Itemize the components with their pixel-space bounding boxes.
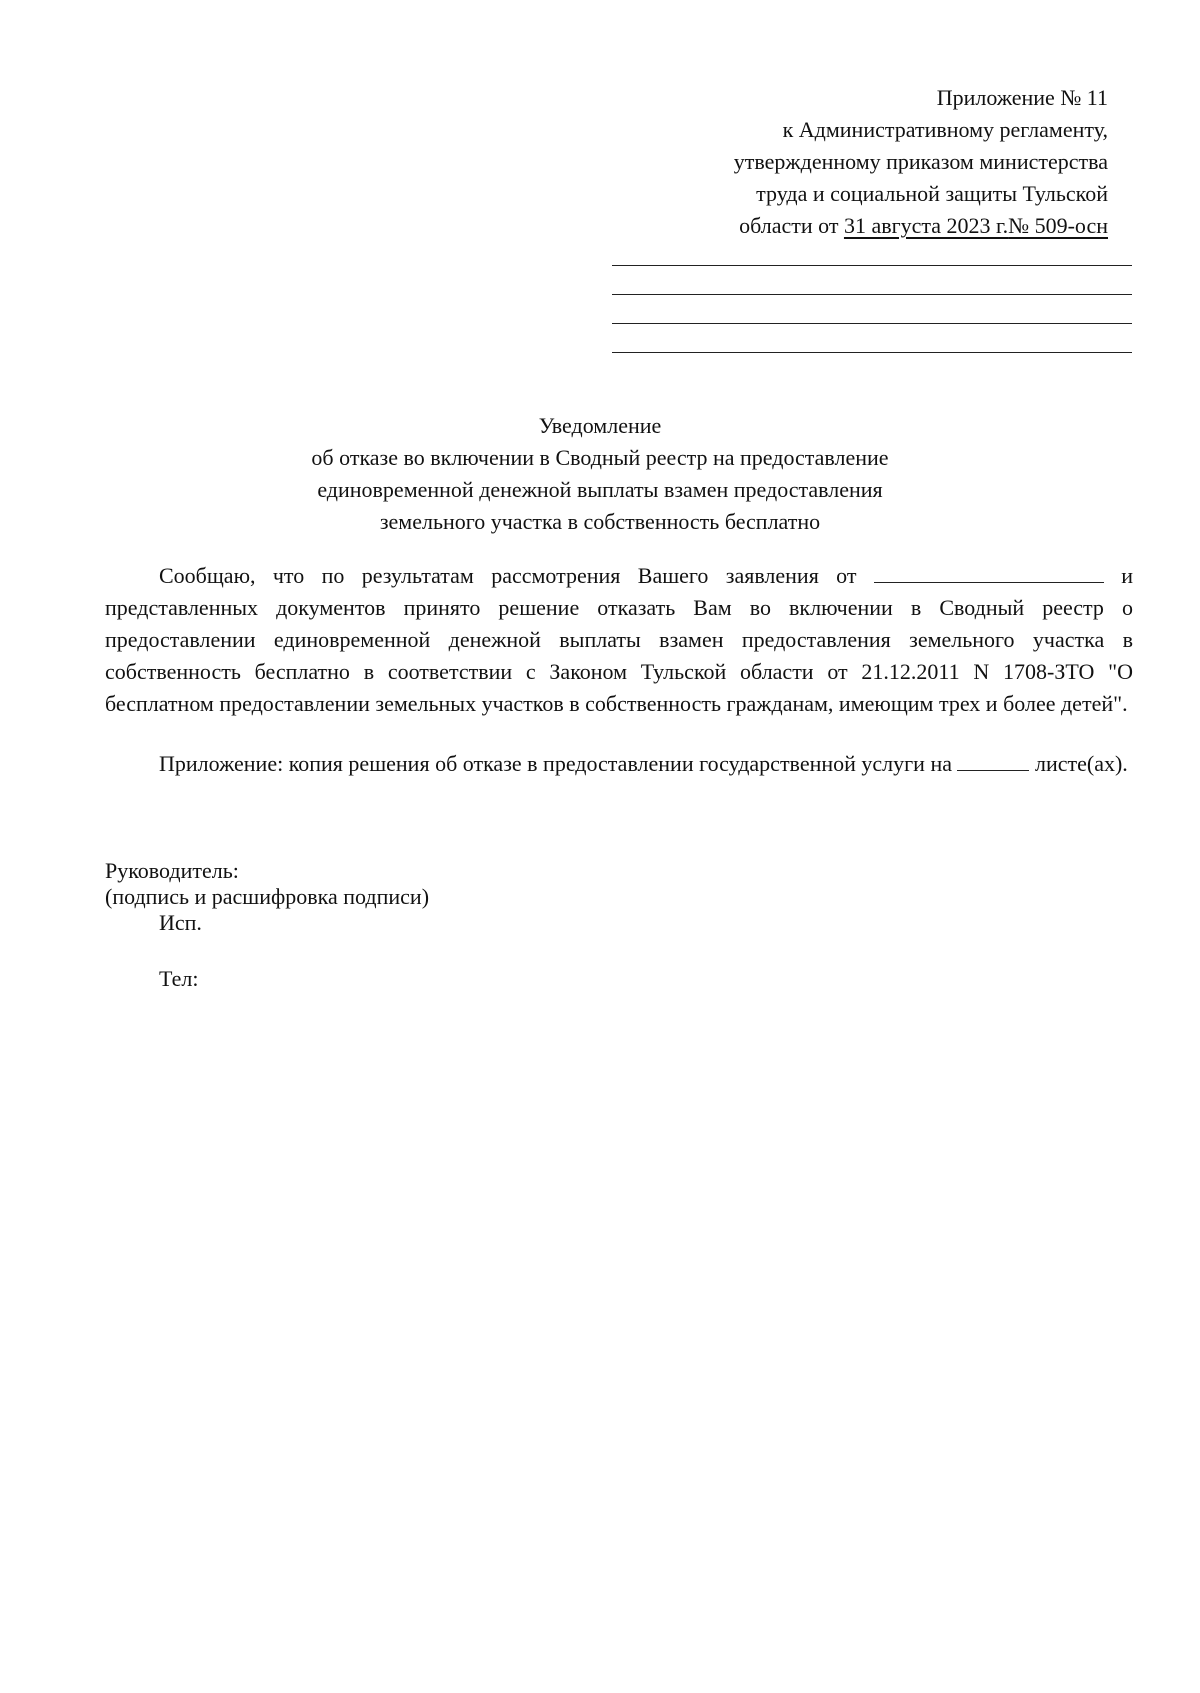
signature-block (105, 858, 429, 992)
notice-paragraph (105, 560, 1133, 720)
notice-text-rest: и представленных документов принято решение отказать Вам во включении в Сводный реестр о предоставлении единовременной денежной выплаты взамен предоставления земельного участка в собственность бесплатно в соответствии с Законом Тульской области от 21.12.2011 N 1708-ЗТО "О бесплатном предоставлении земельных участков в собственность гражданам, имеющим трех и более детей". (105, 563, 1133, 716)
appendix-ref-line: труда и социальной защиты Тульской (756, 181, 1108, 206)
attachment-text-start: Приложение: копия решения об отказе в предоставлении государственной услуги на (159, 751, 958, 776)
attachment-text-end: листе(ах). (1029, 751, 1128, 776)
addressee-blank-line (612, 323, 1132, 324)
addressee-blank-line (612, 352, 1132, 353)
sheet-count-blank (957, 750, 1029, 771)
addressee-blank-line (612, 265, 1132, 266)
phone-label: Тел: (159, 966, 199, 991)
addressee-blank-line (612, 294, 1132, 295)
document-title (0, 410, 1200, 538)
title-line: земельного участка в собственность бесплатно (379, 509, 821, 534)
title-line: единовременной денежной выплаты взамен предоставления (317, 477, 883, 502)
application-date-blank (874, 562, 1104, 583)
appendix-header (638, 82, 1108, 242)
document-body (105, 560, 1133, 808)
signature-hint: (подпись и расшифровка подписи) (105, 884, 430, 909)
notice-text-start: Сообщаю, что по результатам рассмотрения Вашего заявления от (159, 563, 874, 588)
head-label: Руководитель: (105, 858, 239, 883)
addressee-block (612, 265, 1132, 381)
order-number: № 509-осн (1008, 213, 1108, 238)
executor-label: Исп. (159, 910, 202, 935)
title-line: об отказе во включении в Сводный реестр на предоставление (311, 445, 889, 470)
appendix-ref-line: утвержденному приказом министерства (733, 149, 1108, 174)
order-date: 31 августа 2023 г. (843, 213, 1009, 238)
title-line: Уведомление (538, 413, 662, 438)
appendix-date-line (638, 210, 1108, 242)
attachment-paragraph (105, 748, 1133, 780)
appendix-number: Приложение № 11 (936, 85, 1108, 110)
appendix-ref-line: к Административному регламенту, (782, 117, 1108, 142)
appendix-date-prefix: области от (739, 213, 844, 238)
